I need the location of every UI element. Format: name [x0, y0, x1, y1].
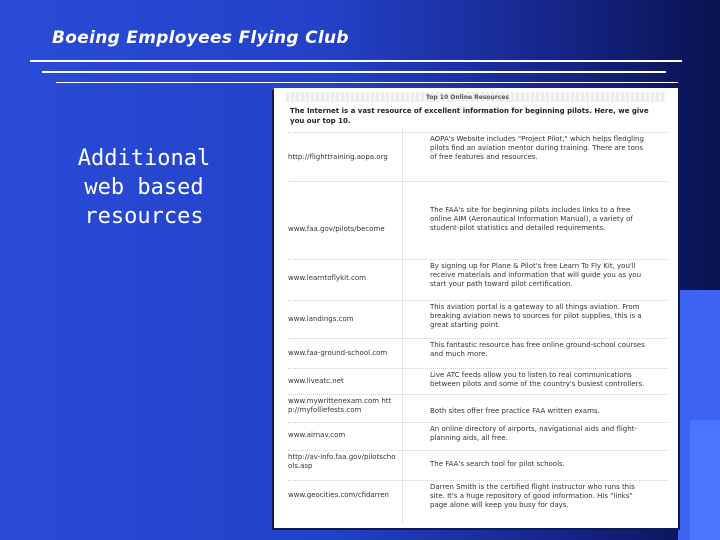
table-row: [288, 181, 668, 254]
page-title: Boeing Employees Flying Club: [52, 28, 349, 48]
table-row: [288, 300, 668, 339]
decorative-band: [690, 420, 720, 540]
resource-description: Live ATC feeds allow you to listen to real communications between pilots and some of the country's busiest controllers.: [430, 371, 645, 388]
resource-link[interactable]: http://flighttraining.aopa.org: [288, 153, 388, 161]
resource-link[interactable]: www.airnav.com: [288, 431, 346, 439]
table-row: [288, 450, 668, 481]
resource-description: This fantastic resource has free online ground-school courses and much more.: [430, 341, 645, 358]
section-title-line: Additional: [77, 146, 211, 171]
resource-description: The FAA's search tool for pilot schools.: [430, 460, 565, 468]
divider-line: [42, 71, 666, 73]
resource-link[interactable]: www.faa.gov/pilots/become: [288, 225, 385, 233]
document-screenshot: [274, 88, 678, 528]
resource-description: Darren Smith is the certified flight instructor who runs this site. It's a huge repository of good information. His "links" page alone will keep you busy for days.: [430, 483, 635, 509]
resource-link[interactable]: www.geocities.com/cfidarren: [288, 491, 389, 499]
table-row: [288, 338, 668, 365]
resource-description: This aviation portal is a gateway to all things aviation. From breaking aviation news to sources for pilot supplies, this is a great starting point.: [430, 303, 642, 329]
document-intro: The Internet is a vast resource of excellent information for beginning pilots. Here, we give you our top 10.: [290, 107, 649, 125]
section-title: [74, 144, 214, 231]
resource-description: An online directory of airports, navigational aids and flight-planning aids, all free.: [430, 425, 637, 442]
resource-link[interactable]: www.liveatc.net: [288, 377, 344, 385]
resource-link[interactable]: http://av-info.faa.gov/pilotschools.asp: [288, 453, 396, 470]
divider-line: [30, 60, 682, 62]
table-row: [288, 368, 668, 395]
table-row: [288, 259, 668, 296]
resource-description: AOPA's Website includes "Project Pilot," which helps fledgling pilots find an aviation mentor during training. There are tons of free features and resources.: [430, 135, 644, 161]
divider-line: [56, 82, 678, 83]
section-title-line: web based: [84, 175, 204, 200]
table-row: [288, 132, 668, 181]
resource-link[interactable]: www.mywrittenexam.com http://myfolliefests.com: [288, 397, 392, 414]
resource-description: The FAA's site for beginning pilots includes links to a free online AIM (Aeronautical Information Manual), a variety of student-pilot statistics and detailed requirements.: [430, 206, 633, 232]
resource-link[interactable]: www.learntoflykit.com: [288, 274, 366, 282]
table-row: [288, 394, 668, 421]
table-row: [288, 480, 668, 525]
document-heading: Top 10 Online Resources: [426, 94, 509, 101]
resource-description: By signing up for Plane & Pilot's free Learn To Fly Kit, you'll receive materials and information that will guide you as you start your path toward pilot certification.: [430, 262, 642, 288]
table-row: [288, 422, 668, 451]
resource-link[interactable]: www.faa-ground-school.com: [288, 349, 388, 357]
resource-link[interactable]: www.landings.com: [288, 315, 354, 323]
section-title-line: resources: [84, 204, 204, 229]
resource-description: Both sites offer free practice FAA written exams.: [430, 407, 600, 415]
